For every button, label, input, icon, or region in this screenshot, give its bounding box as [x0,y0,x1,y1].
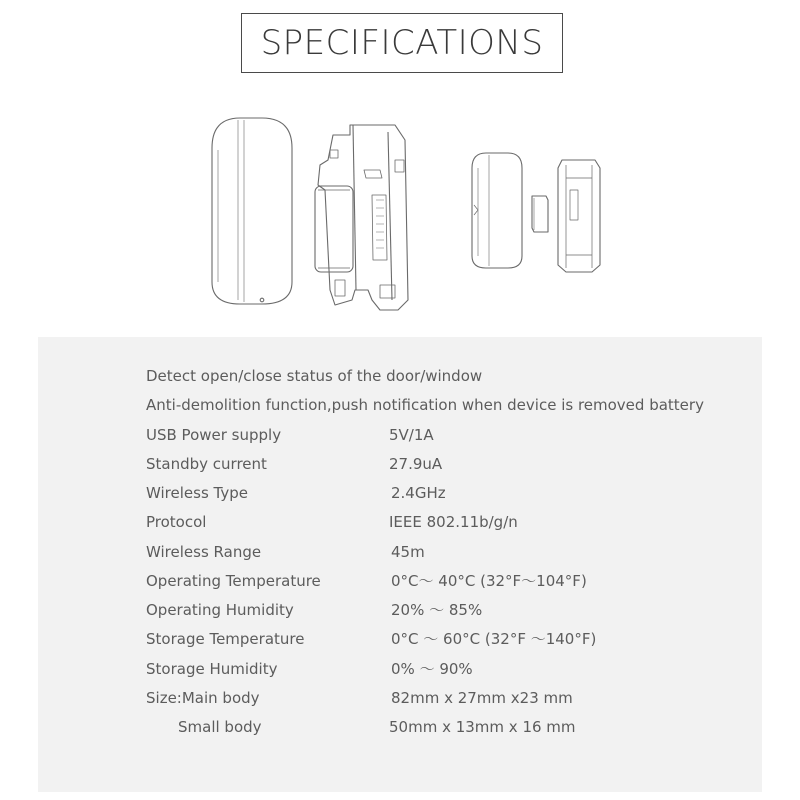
spec-value: 50mm x 13mm x 16 mm [389,718,576,736]
small-body-cover [472,153,522,268]
spec-label: Storage Humidity [146,660,278,678]
spec-value: 0°C～ 40°C (32°F～104°F) [391,572,587,590]
spec-value: 2.4GHz [391,484,446,502]
spec-label: Wireless Range [146,543,262,561]
spec-label: USB Power supply [146,426,282,444]
magnet-piece [532,196,548,232]
spec-value: 0% ～ 90% [391,660,473,678]
spec-label: Operating Temperature [146,572,321,590]
spec-label: Standby current [146,455,267,473]
main-body-cover [212,118,292,304]
spec-value: IEEE 802.11b/g/n [389,513,518,531]
spec-value: 82mm x 27mm x23 mm [391,689,573,707]
main-body-internals [315,125,408,310]
spec-intro-text: Detect open/close status of the door/window [146,367,483,385]
spec-label: Wireless Type [146,484,248,502]
spec-value: 5V/1A [389,426,434,444]
spec-value: 27.9uA [389,455,443,473]
spec-value: 45m [391,543,425,561]
spec-value: 0°C ～ 60°C (32°F ～140°F) [391,630,597,648]
spec-value: 20% ～ 85% [391,601,483,619]
sensor-illustration [0,0,800,340]
spec-label: Protocol [146,513,207,531]
spec-intro-text: Anti-demolition function,push notification when device is removed battery [146,396,704,414]
small-body-base [558,160,600,272]
spec-label: Small body [178,718,262,736]
spec-label: Size:Main body [146,689,260,707]
page-title: SPECIFICATIONS [260,23,544,63]
spec-panel [38,337,762,792]
spec-label: Operating Humidity [146,601,294,619]
spec-label: Storage Temperature [146,630,305,648]
